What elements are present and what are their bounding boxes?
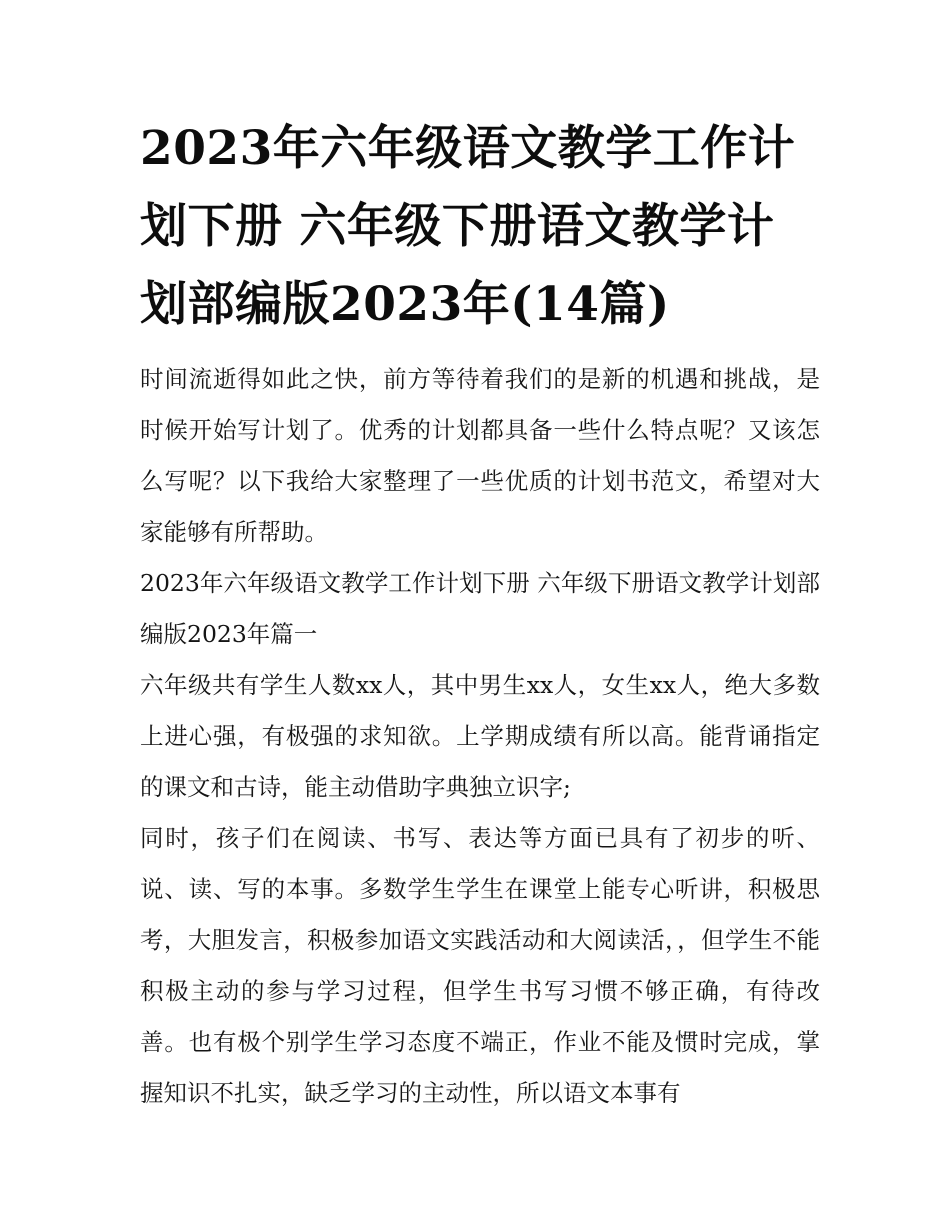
section-heading: 2023年六年级语文教学工作计划下册 六年级下册语文教学计划部编版2023年篇一 — [140, 569, 820, 648]
document-title: 2023年六年级语文教学工作计划下册 六年级下册语文教学计划部编版2023年(14篇) — [140, 121, 796, 332]
document-page — [140, 110, 820, 1119]
document-body — [140, 354, 820, 1119]
body-paragraph: 六年级共有学生人数xx人，其中男生xx人，女生xx人，绝大多数上进心强，有极强的求知欲。上学期成绩有所以高。能背诵指定的课文和古诗，能主动借助字典独立识字; — [140, 671, 820, 801]
body-paragraph: 同时，孩子们在阅读、书写、表达等方面已具有了初步的听、说、读、写的本事。多数学生学生在课堂上能专心听讲，积极思考，大胆发言，积极参加语文实践活动和大阅读活，，但学生不能积极主动的参与学习过程，但学生书写习惯不够正确，有待改善。也有极个别学生学习态度不端正，作业不能及惯时完成，掌握知识不扎实，缺乏学习的主动性，所以语文本事有 — [140, 824, 820, 1107]
intro-paragraph: 时间流逝得如此之快，前方等待着我们的是新的机遇和挑战，是时候开始写计划了。优秀的计划都具备一些什么特点呢？又该怎么写呢？以下我给大家整理了一些优质的计划书范文，希望对大家能够有所帮助。 — [140, 365, 820, 546]
